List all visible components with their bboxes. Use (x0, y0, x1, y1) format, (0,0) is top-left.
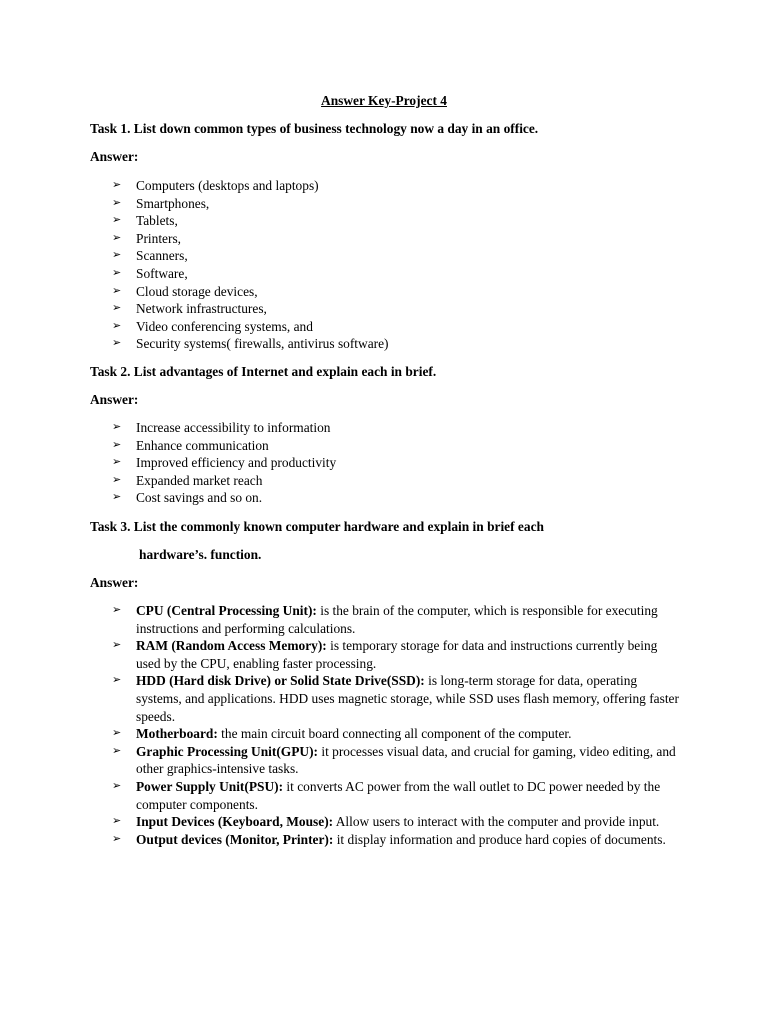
list-item (0, 637, 681, 672)
hardware-description: is long-term storage for data, operating systems, and applications. HDD uses magnetic storage, while SSD uses flash memory, offering faster speeds. (136, 673, 679, 724)
list-item: ➢ Cloud storage devices, (112, 283, 258, 299)
list-item: ➢ Tablets, (112, 213, 178, 229)
list-item (0, 813, 681, 831)
arrow-bullet-icon: ➢ (112, 744, 122, 757)
arrow-bullet-icon: ➢ (112, 604, 122, 616)
list-item (0, 725, 681, 743)
task1-heading: Task 1. List down common types of business technology now a day in an office. (90, 121, 539, 136)
hardware-description: it display information and produce hard copies of documents. (333, 831, 666, 847)
arrow-bullet-icon: ➢ (112, 319, 122, 332)
arrow-bullet-icon: ➢ (112, 832, 122, 845)
list-item (0, 778, 681, 813)
list-item: ➢ Smartphones, (112, 195, 210, 211)
page-title: Answer Key-Project 4 (321, 93, 447, 108)
task2-answer-label: Answer: (90, 392, 139, 407)
hardware-term: Graphic Processing Unit(GPU): (136, 743, 318, 759)
hardware-term: RAM (Random Access Memory): (136, 638, 327, 654)
list-item: ➢ Network infrastructures, (112, 301, 267, 317)
list-item: ➢ Security systems( firewalls, antivirus software) (112, 336, 389, 352)
arrow-bullet-icon: ➢ (112, 179, 122, 191)
arrow-bullet-icon: ➢ (112, 727, 122, 740)
hardware-term: CPU (Central Processing Unit): (136, 603, 317, 618)
arrow-bullet-icon: ➢ (112, 214, 122, 227)
arrow-bullet-icon: ➢ (112, 639, 122, 652)
list-item (0, 743, 681, 778)
task1-list (0, 177, 768, 353)
arrow-bullet-icon: ➢ (112, 337, 122, 350)
task3-heading: Task 3. List the commonly known computer hardware and explain in brief each (90, 519, 544, 534)
arrow-bullet-icon: ➢ (112, 302, 122, 315)
list-item (0, 672, 681, 725)
arrow-bullet-icon: ➢ (112, 249, 122, 262)
task2-heading: Task 2. List advantages of Internet and explain each in brief. (90, 364, 437, 379)
list-item: ➢ Scanners, (112, 248, 188, 264)
list-item (0, 602, 681, 637)
hardware-term: Input Devices (Keyboard, Mouse): (136, 814, 334, 830)
list-item: ➢ Enhance communication (112, 437, 269, 453)
list-item: ➢ Improved efficiency and productivity (112, 455, 337, 471)
list-item: ➢ Cost savings and so on. (112, 490, 263, 506)
hardware-term: Output devices (Monitor, Printer): (136, 831, 334, 847)
hardware-term: HDD (Hard disk Drive) or Solid State Drive(SSD): (136, 673, 425, 689)
hardware-description: the main circuit board connecting all component of the computer. (217, 726, 572, 742)
hardware-description: is the brain of the computer, which is responsible for executing instructions and performing calculations. (136, 603, 658, 636)
arrow-bullet-icon: ➢ (112, 815, 122, 828)
task2-list (0, 419, 768, 507)
list-item: ➢ Printers, (112, 230, 182, 246)
list-item: ➢ Expanded market reach (112, 472, 263, 488)
task1-answer-label: Answer: (90, 149, 139, 164)
list-item: ➢ Software, (112, 265, 188, 281)
arrow-bullet-icon: ➢ (112, 231, 122, 244)
task3-list (0, 602, 768, 848)
arrow-bullet-icon: ➢ (112, 284, 122, 297)
list-item: ➢ Computers (desktops and laptops) (112, 178, 319, 193)
list-item (0, 831, 681, 849)
hardware-description: it converts AC power from the wall outlet to DC power needed by the computer components. (136, 778, 661, 812)
hardware-description: Allow users to interact with the computer and provide input. (333, 814, 660, 830)
hardware-description: is temporary storage for data and instructions currently being used by the CPU, enabling faster processing. (136, 638, 658, 671)
hardware-term: Motherboard: (136, 726, 218, 742)
arrow-bullet-icon: ➢ (112, 438, 122, 451)
arrow-bullet-icon: ➢ (112, 473, 122, 486)
list-item: ➢ Increase accessibility to information (112, 420, 331, 435)
arrow-bullet-icon: ➢ (112, 266, 122, 279)
arrow-bullet-icon: ➢ (112, 674, 122, 687)
arrow-bullet-icon: ➢ (112, 491, 122, 504)
arrow-bullet-icon: ➢ (112, 196, 122, 209)
list-item: ➢ Video conferencing systems, and (112, 318, 313, 334)
task3-answer-label: Answer: (90, 575, 139, 590)
arrow-bullet-icon: ➢ (112, 456, 122, 469)
arrow-bullet-icon: ➢ (112, 421, 122, 433)
hardware-description: it processes visual data, and crucial for gaming, video editing, and other graphics-intensive tasks. (136, 743, 676, 777)
hardware-term: Power Supply Unit(PSU): (136, 778, 284, 794)
task3-heading-continued: hardware’s. function. (139, 547, 262, 562)
arrow-bullet-icon: ➢ (112, 779, 122, 792)
